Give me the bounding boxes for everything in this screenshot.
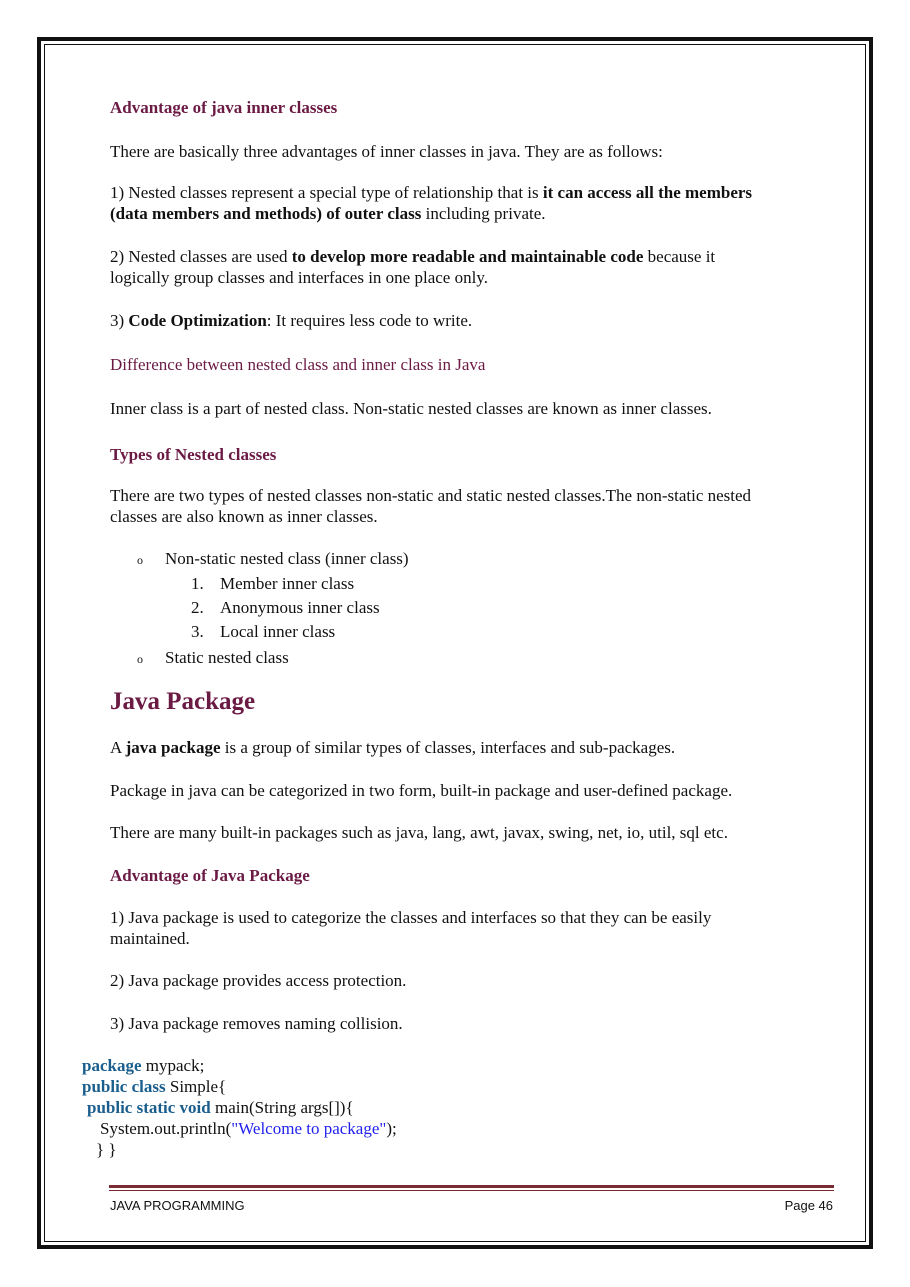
list-item-nonstatic: Non-static nested class (inner class) [165, 549, 409, 568]
bullet-icon: o [137, 652, 143, 666]
code-line-5: } } [96, 1140, 117, 1159]
sublist-item-anonymous: Anonymous inner class [220, 598, 380, 617]
advantage-item-1-line2 [110, 203, 546, 224]
code-string: "Welcome to package" [231, 1119, 387, 1138]
code-keyword: package [82, 1056, 142, 1075]
package-advantage-3: 3) Java package removes naming collision. [110, 1014, 403, 1033]
code-text: mypack; [141, 1056, 205, 1075]
footer-title: JAVA PROGRAMMING [110, 1198, 245, 1213]
item2-suffix: because it [643, 247, 716, 266]
advantage-item-2-line2: logically group classes and interfaces in one place only. [110, 268, 488, 287]
code-line-3 [87, 1097, 354, 1118]
code-text: Simple{ [165, 1077, 227, 1096]
heading-types-nested: Types of Nested classes [110, 445, 277, 464]
list-item-static: Static nested class [165, 648, 289, 667]
types-paragraph-line2: classes are also known as inner classes. [110, 507, 378, 526]
package-advantage-2: 2) Java package provides access protection. [110, 971, 407, 990]
def-bold: java package [125, 738, 221, 757]
item3-bold: Code Optimization [128, 311, 267, 330]
bullet-icon: o [137, 553, 143, 567]
heading-difference: Difference between nested class and inner class in Java [110, 355, 486, 374]
item1-line2-rest: including private. [421, 204, 546, 223]
code-text: System.out.println( [100, 1119, 232, 1138]
code-text: main(String args[]){ [210, 1098, 354, 1117]
footer-rule-thin [109, 1190, 834, 1191]
item2-prefix: 2) Nested classes are used [110, 247, 292, 266]
code-line-2 [82, 1076, 226, 1097]
advantage-item-1-line1 [110, 182, 752, 203]
sublist-num: 2. [191, 598, 204, 617]
intro-paragraph: There are basically three advantages of inner classes in java. They are as follows: [110, 142, 663, 161]
advantage-item-2-line1 [110, 246, 715, 267]
code-keyword: public class [82, 1077, 166, 1096]
item3-prefix: 3) [110, 311, 129, 330]
difference-paragraph: Inner class is a part of nested class. Non-static nested classes are known as inner classes. [110, 399, 712, 418]
code-line-4 [100, 1118, 397, 1139]
package-advantage-1-line1: 1) Java package is used to categorize the classes and interfaces so that they can be easily [110, 908, 712, 927]
code-text: ); [386, 1119, 397, 1138]
sublist-num: 3. [191, 622, 204, 641]
package-advantage-1-line2: maintained. [110, 929, 190, 948]
def-prefix: A [110, 738, 126, 757]
def-suffix: is a group of similar types of classes, interfaces and sub-packages. [220, 738, 676, 757]
footer-page-number: Page 46 [784, 1198, 833, 1213]
package-definition [110, 737, 675, 758]
heading-advantage-package: Advantage of Java Package [110, 866, 310, 885]
sublist-item-member: Member inner class [220, 574, 355, 593]
item1-prefix: 1) Nested classes represent a special type of relationship that is [110, 183, 543, 202]
heading-advantage-inner-classes: Advantage of java inner classes [110, 98, 338, 117]
types-paragraph-line1: There are two types of nested classes non-static and static nested classes.The non-static nested [110, 486, 752, 505]
item3-suffix: : It requires less code to write. [266, 311, 473, 330]
item1-bold: it can access all the members [542, 183, 753, 202]
item1-line2-bold: (data members and methods) of outer class [110, 204, 422, 223]
item2-bold: to develop more readable and maintainable code [291, 247, 644, 266]
footer-rule [109, 1185, 834, 1188]
package-categories-paragraph: Package in java can be categorized in two form, built-in package and user-defined package. [110, 781, 733, 800]
builtin-packages-paragraph: There are many built-in packages such as java, lang, awt, javax, swing, net, io, util, sql etc. [110, 823, 728, 842]
title-java-package: Java Package [110, 688, 256, 715]
advantage-item-3 [110, 310, 472, 331]
code-keyword: public static void [87, 1098, 211, 1117]
sublist-num: 1. [191, 574, 204, 593]
code-line-1 [82, 1055, 204, 1076]
sublist-item-local: Local inner class [220, 622, 336, 641]
